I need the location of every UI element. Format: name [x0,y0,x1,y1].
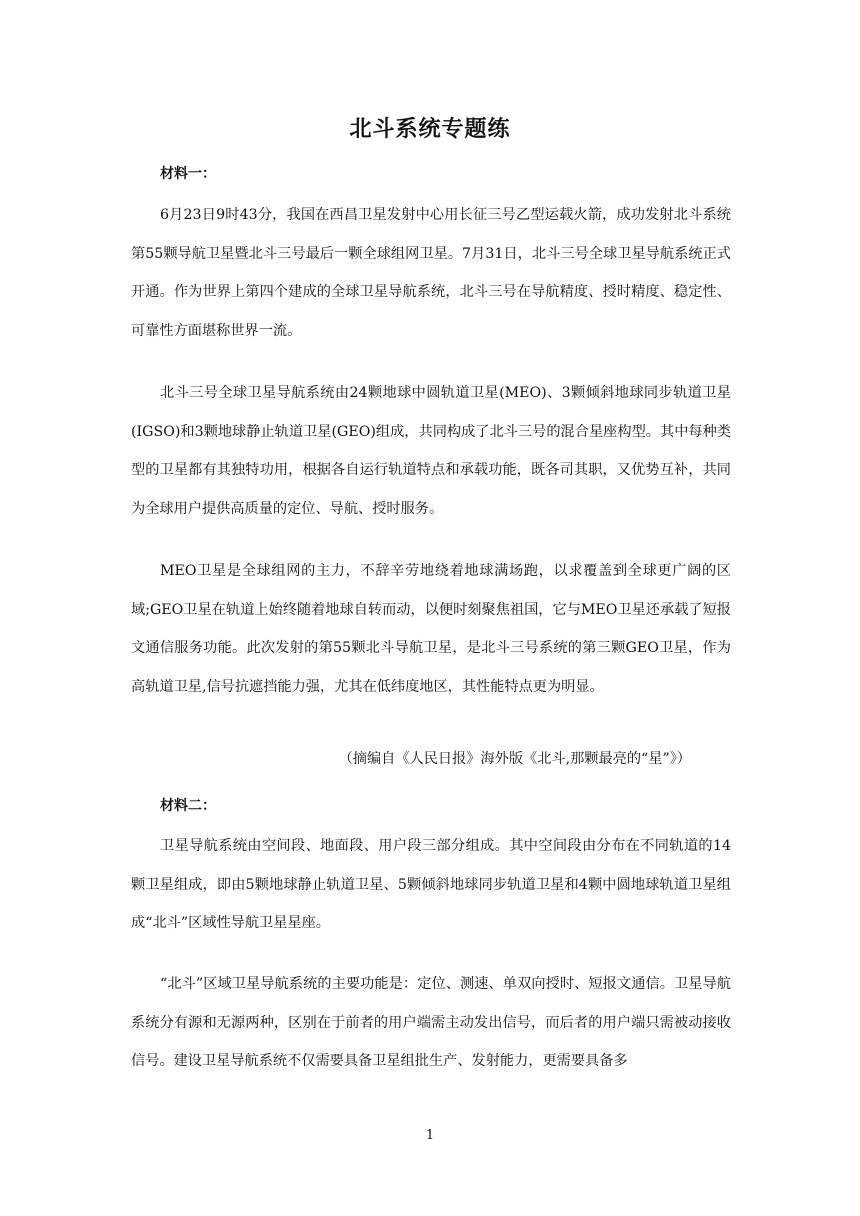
material-two-paragraph-2: “北斗”区域卫星导航系统的主要功能是：定位、测速、单双向授时、短报文通信。卫星导航系统分有源和无源两种，区别在于前者的用户端需主动发出信号，而后者的用户端只需被动接收信号。建设卫星导航系统不仅需要具备卫星组批生产、发射能力，更需要具备多 [131,976,731,1069]
material-one-paragraph-2: 北斗三号全球卫星导航系统由24颗地球中圆轨道卫星(MEO)、3颗倾斜地球同步轨道卫星(IGSO)和3颗地球静止轨道卫星(GEO)组成，共同构成了北斗三号的混合星座构型。其中每种类型的卫星都有其独特功用，根据各自运行轨道特点和承载功能，既各司其职，又优势互补，共同为全球用户提供高质量的定位、导航、授时服务。 [131,385,731,517]
page-number: 1 [425,1128,435,1143]
material-two-paragraph-1: 卫星导航系统由空间段、地面段、用户段三部分组成。其中空间段由分布在不同轨道的14颗卫星组成，即由5颗地球静止轨道卫星、5颗倾斜地球同步轨道卫星和4颗中圆地球轨道卫星组成“北斗”区域性导航卫星星座。 [131,838,731,931]
material-one-paragraph-3: MEO卫星是全球组网的主力，不辞辛劳地绕着地球满场跑，以求覆盖到全球更广阔的区域;GEO卫星在轨道上始终随着地球自转而动，以便时刻聚焦祖国，它与MEO卫星还承载了短报文通信服务功能。此次发射的第55颗北斗导航卫星，是北斗三号系统的第三颗GEO卫星，作为高轨道卫星,信号抗遮挡能力强，尤其在低纬度地区，其性能特点更为明显。 [131,563,731,695]
material-two-label: 材料二： [160,798,216,814]
material-one-paragraph-1: 6月23日9时43分，我国在西昌卫星发射中心用长征三号乙型运载火箭，成功发射北斗系统第55颗导航卫星暨北斗三号最后一颗全球组网卫星。7月31日，北斗三号全球卫星导航系统正式开通。作为世界上第四个建成的全球卫星导航系统，北斗三号在导航精度、授时精度、稳定性、可靠性方面堪称世界一流。 [131,207,731,339]
material-one-label: 材料一： [160,166,216,182]
document-title: 北斗系统专题练 [349,117,511,142]
material-one-source: （摘编自《人民日报》海外版《北斗,那颗最亮的“星”》） [338,751,691,767]
